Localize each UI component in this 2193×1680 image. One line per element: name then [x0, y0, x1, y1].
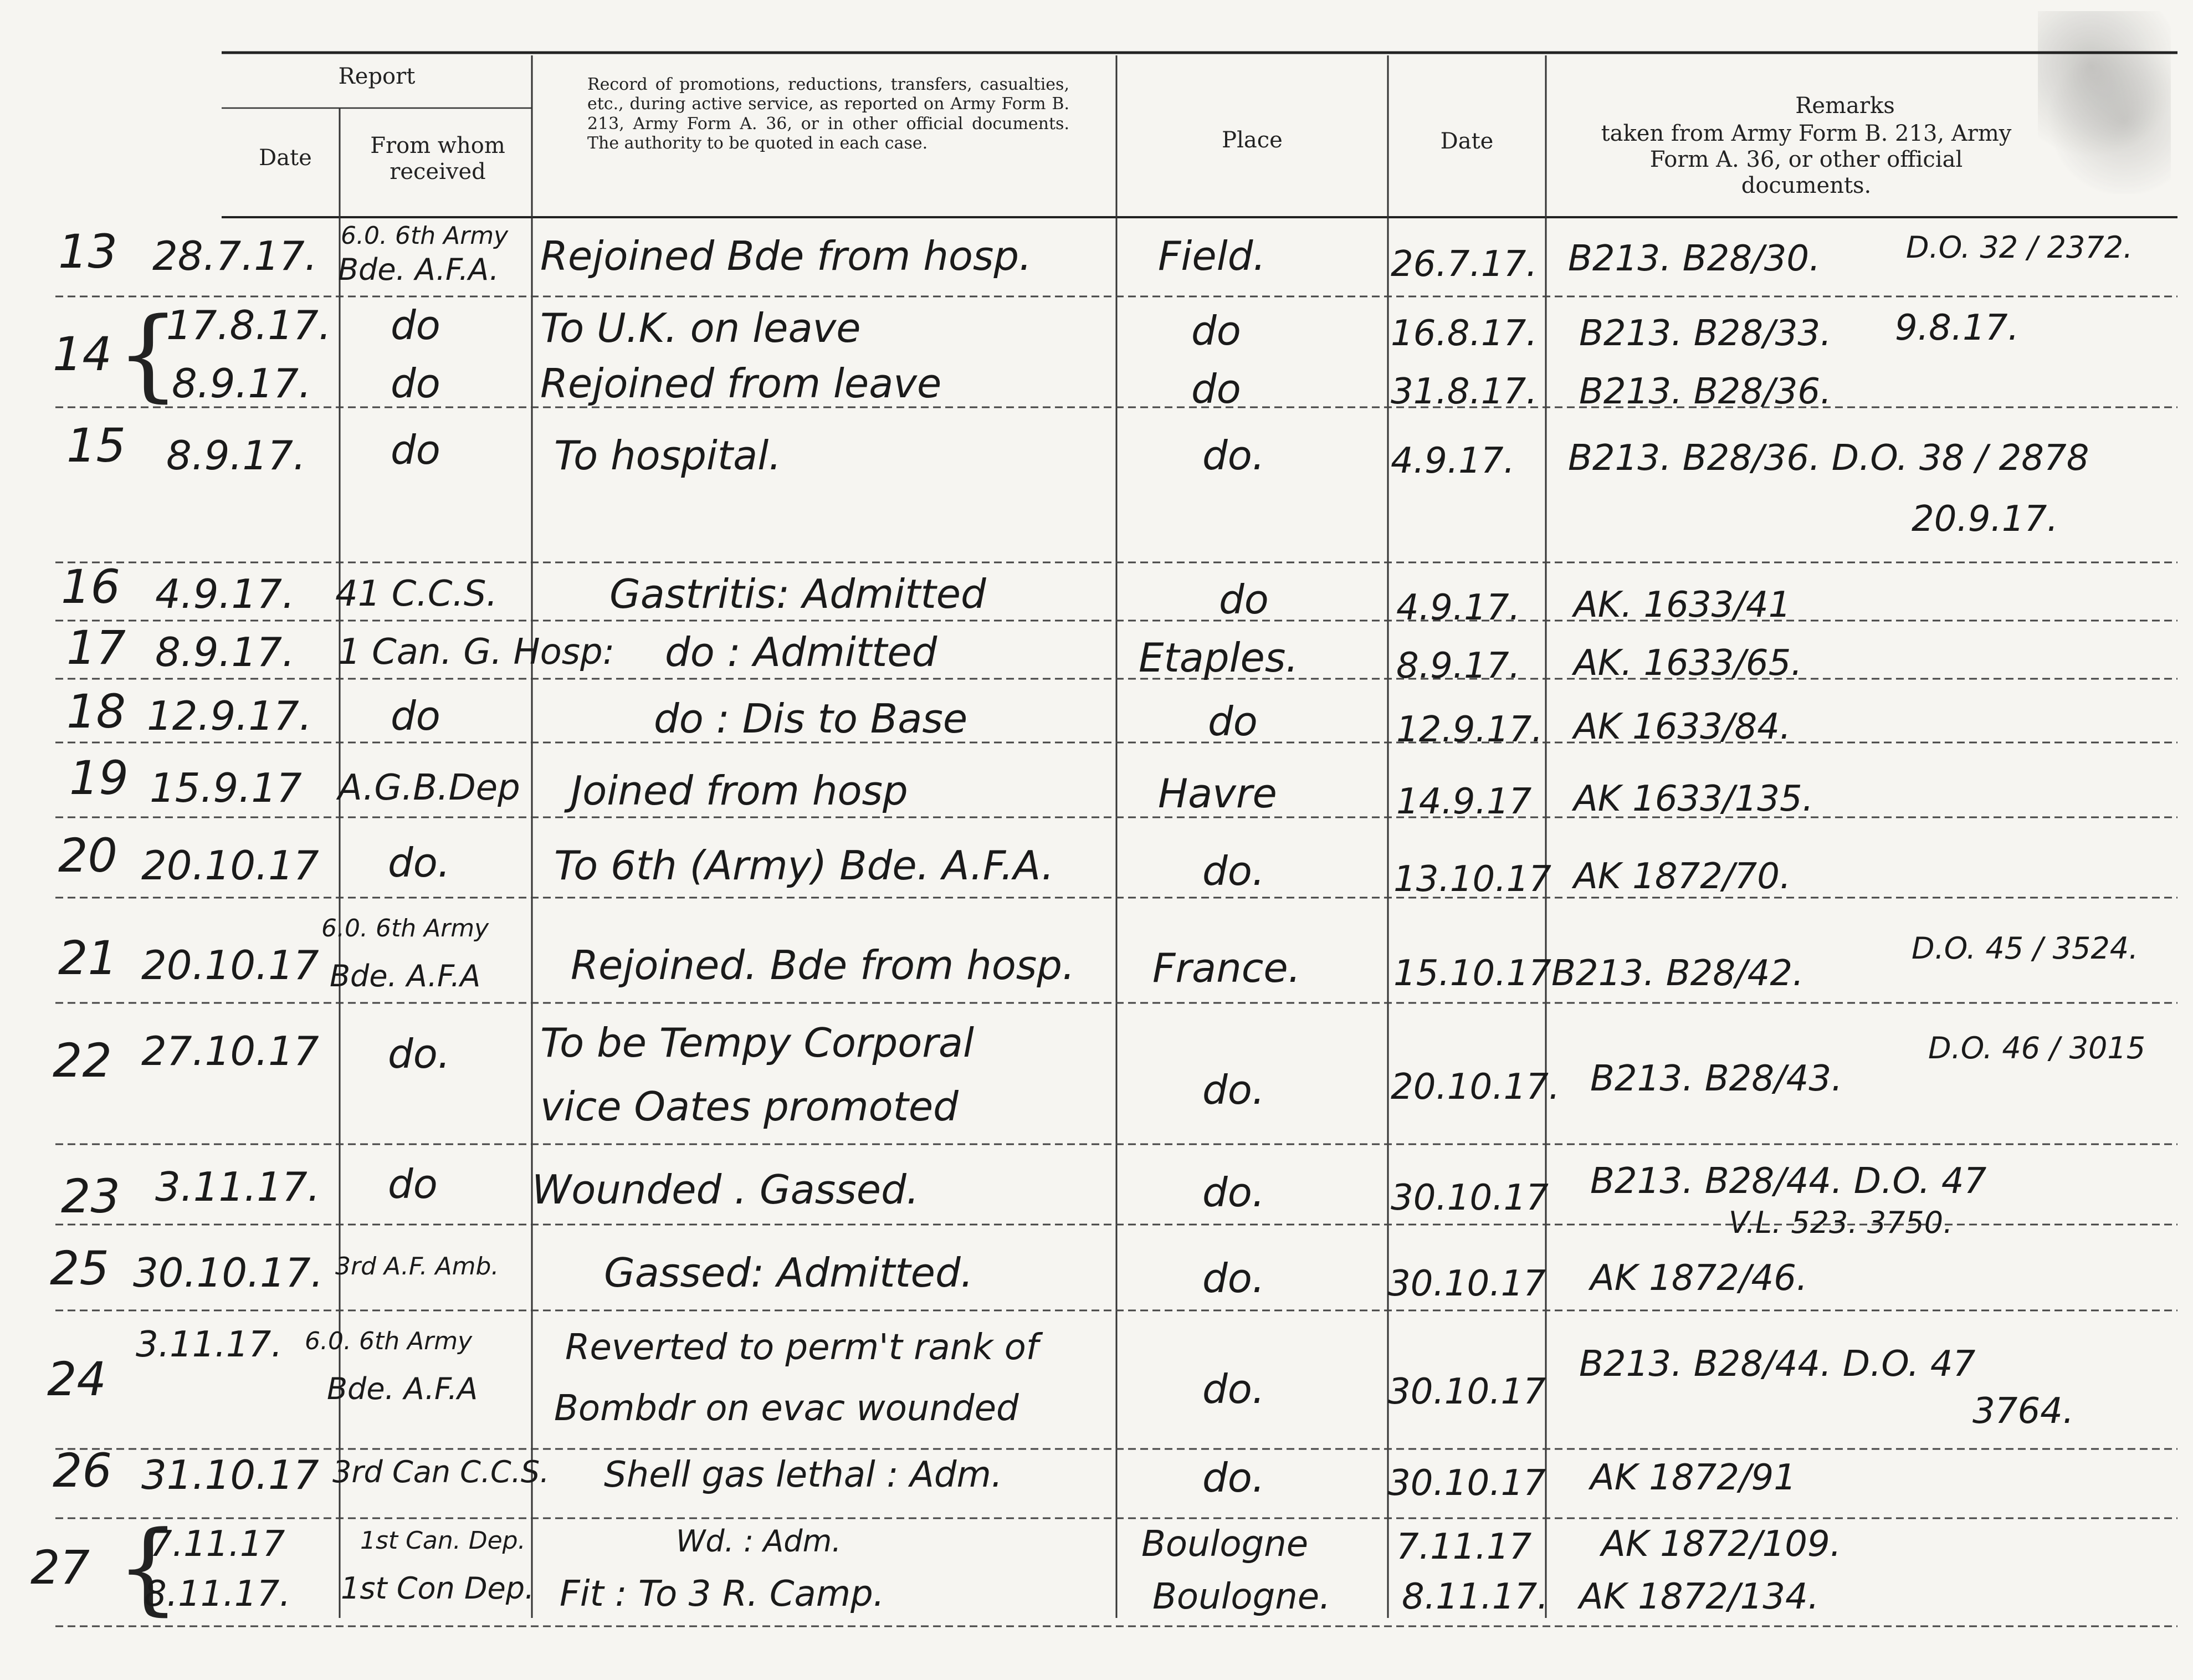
- row-20-place: do.: [1202, 848, 1265, 894]
- row-19-number: 19: [69, 751, 129, 805]
- row-14a-record: To U.K. on leave: [540, 305, 861, 351]
- header-place: Place: [1222, 127, 1283, 153]
- row-13-record: Rejoined Bde from hosp.: [540, 233, 1032, 279]
- row-22-date: 27.10.17: [141, 1028, 319, 1074]
- row-21-place: France.: [1152, 945, 1301, 991]
- row-23-remarks-2: V.L. 523. 3750.: [1729, 1205, 1953, 1240]
- row-15-number: 15: [66, 418, 126, 473]
- row-23-date-2: 30.10.17: [1391, 1177, 1549, 1218]
- row-27a-date: 7.11.17: [150, 1524, 285, 1565]
- row-26-record: Shell gas lethal : Adm.: [604, 1454, 1003, 1495]
- row-17-record: do : Admitted: [665, 629, 937, 675]
- row-13-from-1: 6.0. 6th Army: [341, 222, 509, 250]
- row-18-date: 12.9.17.: [147, 693, 312, 739]
- row-14a-remarks-1: B213. B28/33.: [1579, 313, 1832, 354]
- row-13-number: 13: [58, 224, 117, 279]
- row-18-from: do: [391, 693, 440, 739]
- row-14b-date: 8.9.17.: [172, 360, 311, 407]
- row-27b-record: Fit : To 3 R. Camp.: [560, 1574, 885, 1615]
- row-19-date-2: 14.9.17: [1396, 781, 1532, 822]
- row-16-date-2: 4.9.17.: [1396, 587, 1520, 628]
- row-24-from-1: 6.0. 6th Army: [305, 1327, 473, 1355]
- row-13-place: Field.: [1158, 233, 1266, 279]
- row-23-remarks-1: B213. B28/44. D.O. 47: [1590, 1161, 1987, 1202]
- row-21-record: Rejoined. Bde from hosp.: [571, 942, 1075, 988]
- row-26-date: 31.10.17: [141, 1452, 319, 1498]
- row-25-remarks: AK 1872/46.: [1590, 1258, 1808, 1299]
- row-24-remarks-1: B213. B28/44. D.O. 47: [1579, 1344, 1976, 1385]
- row-20-record: To 6th (Army) Bde. A.F.A.: [554, 842, 1054, 889]
- row-16-place: do: [1219, 576, 1269, 623]
- row-27a-remarks: AK 1872/109.: [1601, 1524, 1842, 1565]
- row-24-from-2: Bde. A.F.A: [327, 1371, 478, 1406]
- row-24-date: 3.11.17.: [136, 1324, 283, 1365]
- row-22-number: 22: [53, 1033, 112, 1088]
- row-23-date: 3.11.17.: [155, 1164, 320, 1210]
- row-16-from: 41 C.C.S.: [335, 573, 498, 614]
- header-remarks-title: Remarks: [1795, 93, 1895, 119]
- row-18-place: do: [1208, 698, 1258, 745]
- row-22-remarks-2: D.O. 46 / 3015: [1928, 1031, 2146, 1066]
- row-14a-date-2: 16.8.17.: [1391, 313, 1538, 354]
- row-26-date-2: 30.10.17: [1388, 1463, 1546, 1504]
- row-14b-remarks: B213. B28/36.: [1579, 371, 1832, 412]
- row-27-number: 27: [30, 1540, 90, 1595]
- row-19-from: A.G.B.Dep: [338, 767, 520, 808]
- row-22-record-1: To be Tempy Corporal: [540, 1020, 975, 1066]
- row-15-date: 8.9.17.: [166, 432, 306, 479]
- row-21-remarks-1: B213. B28/42.: [1551, 953, 1804, 994]
- row-15-from: do: [391, 427, 440, 473]
- row-22-place: do.: [1202, 1067, 1265, 1113]
- row-15-remarks-1: B213. B28/36. D.O. 38 / 2878: [1568, 438, 2089, 479]
- row-13-date-2: 26.7.17.: [1391, 244, 1538, 285]
- row-13-date: 28.7.17.: [152, 233, 317, 279]
- row-27b-date-2: 8.11.17.: [1402, 1576, 1549, 1617]
- brace-row-27: {: [116, 1510, 180, 1626]
- row-16-date: 4.9.17.: [155, 571, 295, 617]
- row-18-date-2: 12.9.17.: [1396, 709, 1543, 750]
- row-26-from: 3rd Can C.C.S.: [332, 1454, 550, 1489]
- row-27b-date: 8.11.17.: [144, 1574, 291, 1615]
- header-from-whom: From whom received: [370, 133, 505, 185]
- row-27a-date-2: 7.11.17: [1396, 1527, 1532, 1568]
- row-16-remarks: AK. 1633/41: [1574, 585, 1791, 626]
- row-17-number: 17: [66, 621, 126, 675]
- row-23-number: 23: [61, 1169, 120, 1223]
- row-24-record-2: Bombdr on evac wounded: [554, 1388, 1019, 1429]
- row-18-record: do : Dis to Base: [654, 695, 968, 742]
- row-23-from: do: [388, 1161, 438, 1207]
- row-13-remarks-1: B213. B28/30.: [1568, 238, 1821, 279]
- row-15-record: To hospital.: [554, 432, 782, 479]
- row-21-remarks-2: D.O. 45 / 3524.: [1912, 931, 2139, 966]
- row-14b-place: do: [1191, 366, 1241, 412]
- row-24-place: do.: [1202, 1366, 1265, 1412]
- row-25-number: 25: [50, 1241, 109, 1295]
- row-19-date: 15.9.17: [150, 765, 302, 811]
- row-14b-record: Rejoined from leave: [540, 360, 942, 407]
- row-27a-place: Boulogne: [1141, 1524, 1309, 1565]
- row-18-number: 18: [66, 684, 126, 739]
- row-16-number: 16: [61, 560, 120, 614]
- row-21-date-2: 15.10.17: [1393, 953, 1551, 994]
- row-22-date-2: 20.10.17.: [1391, 1067, 1560, 1108]
- row-17-date: 8.9.17.: [155, 629, 295, 675]
- row-26-place: do.: [1202, 1454, 1265, 1501]
- row-21-from-1: 6.0. 6th Army: [321, 914, 489, 943]
- row-14-number: 14: [53, 327, 112, 381]
- header-report: Report: [338, 64, 416, 89]
- row-15-date-2: 4.9.17.: [1391, 441, 1515, 482]
- row-15-place: do.: [1202, 432, 1265, 479]
- row-27b-place: Boulogne.: [1152, 1576, 1331, 1617]
- row-22-from: do.: [388, 1031, 450, 1077]
- row-24-date-2: 30.10.17: [1388, 1371, 1546, 1412]
- row-20-from: do.: [388, 839, 450, 886]
- row-17-place: Etaples.: [1139, 634, 1299, 681]
- row-25-date: 30.10.17.: [133, 1249, 324, 1296]
- header-remarks-body: taken from Army Form B. 213, Army Form A. 36, or other official documents.: [1601, 121, 2012, 199]
- brace-row-14: {: [116, 296, 180, 412]
- row-20-date: 20.10.17: [141, 842, 319, 889]
- header-date: Date: [259, 145, 312, 171]
- row-14a-from: do: [391, 302, 440, 349]
- row-19-remarks: AK 1633/135.: [1574, 778, 1814, 819]
- row-21-number: 21: [58, 931, 117, 985]
- row-21-date: 20.10.17: [141, 942, 319, 988]
- row-25-from: 3rd A.F. Amb.: [335, 1252, 499, 1281]
- row-22-record-2: vice Oates promoted: [540, 1083, 959, 1130]
- row-24-number: 24: [47, 1352, 106, 1406]
- row-14a-date: 17.8.17.: [166, 302, 331, 349]
- header-record: Record of promotions, reductions, transfers, casualties, etc., during active service, as reported on Army Form B. 213, Army Form A. 36, or in other official documents. The authority to be quoted in each case.: [587, 75, 1069, 153]
- row-13-from-2: Bde. A.F.A.: [338, 252, 499, 287]
- row-19-record: Joined from hosp: [571, 767, 908, 814]
- row-14a-place: do: [1191, 308, 1241, 354]
- row-26-remarks: AK 1872/91: [1590, 1457, 1796, 1498]
- row-19-place: Havre: [1158, 770, 1277, 817]
- row-27a-from: 1st Can. Dep.: [360, 1527, 526, 1555]
- row-27b-remarks: AK 1872/134.: [1579, 1576, 1820, 1617]
- row-27a-record: Wd. : Adm.: [676, 1524, 842, 1559]
- row-20-date-2: 13.10.17: [1393, 859, 1551, 900]
- row-27b-from: 1st Con Dep.: [341, 1571, 535, 1606]
- row-13-remarks-2: D.O. 32 / 2372.: [1906, 230, 2133, 265]
- row-17-from: 1 Can. G. Hosp:: [338, 632, 615, 673]
- row-22-remarks-1: B213. B28/43.: [1590, 1058, 1843, 1099]
- row-15-remarks-2: 20.9.17.: [1912, 499, 2058, 540]
- row-14a-remarks-2: 9.8.17.: [1895, 308, 2019, 349]
- row-17-remarks: AK. 1633/65.: [1574, 643, 1802, 684]
- row-17-date-2: 8.9.17.: [1396, 646, 1520, 687]
- row-14b-from: do: [391, 360, 440, 407]
- row-23-place: do.: [1202, 1169, 1265, 1216]
- row-25-place: do.: [1202, 1255, 1265, 1302]
- row-24-remarks-2: 3764.: [1972, 1391, 2074, 1432]
- row-24-record-1: Reverted to perm't rank of: [565, 1327, 1039, 1368]
- row-18-remarks: AK 1633/84.: [1574, 706, 1791, 747]
- row-20-remarks: AK 1872/70.: [1574, 856, 1791, 897]
- row-26-number: 26: [53, 1443, 112, 1498]
- row-16-record: Gastritis: Admitted: [609, 571, 986, 617]
- row-21-from-2: Bde. A.F.A: [330, 959, 481, 993]
- row-25-record: Gassed: Admitted.: [604, 1249, 973, 1296]
- row-25-date-2: 30.10.17: [1388, 1263, 1546, 1304]
- row-20-number: 20: [58, 828, 117, 883]
- row-14b-date-2: 31.8.17.: [1391, 371, 1538, 412]
- header-date-2: Date: [1440, 129, 1494, 154]
- row-23-record: Wounded . Gassed.: [532, 1166, 919, 1213]
